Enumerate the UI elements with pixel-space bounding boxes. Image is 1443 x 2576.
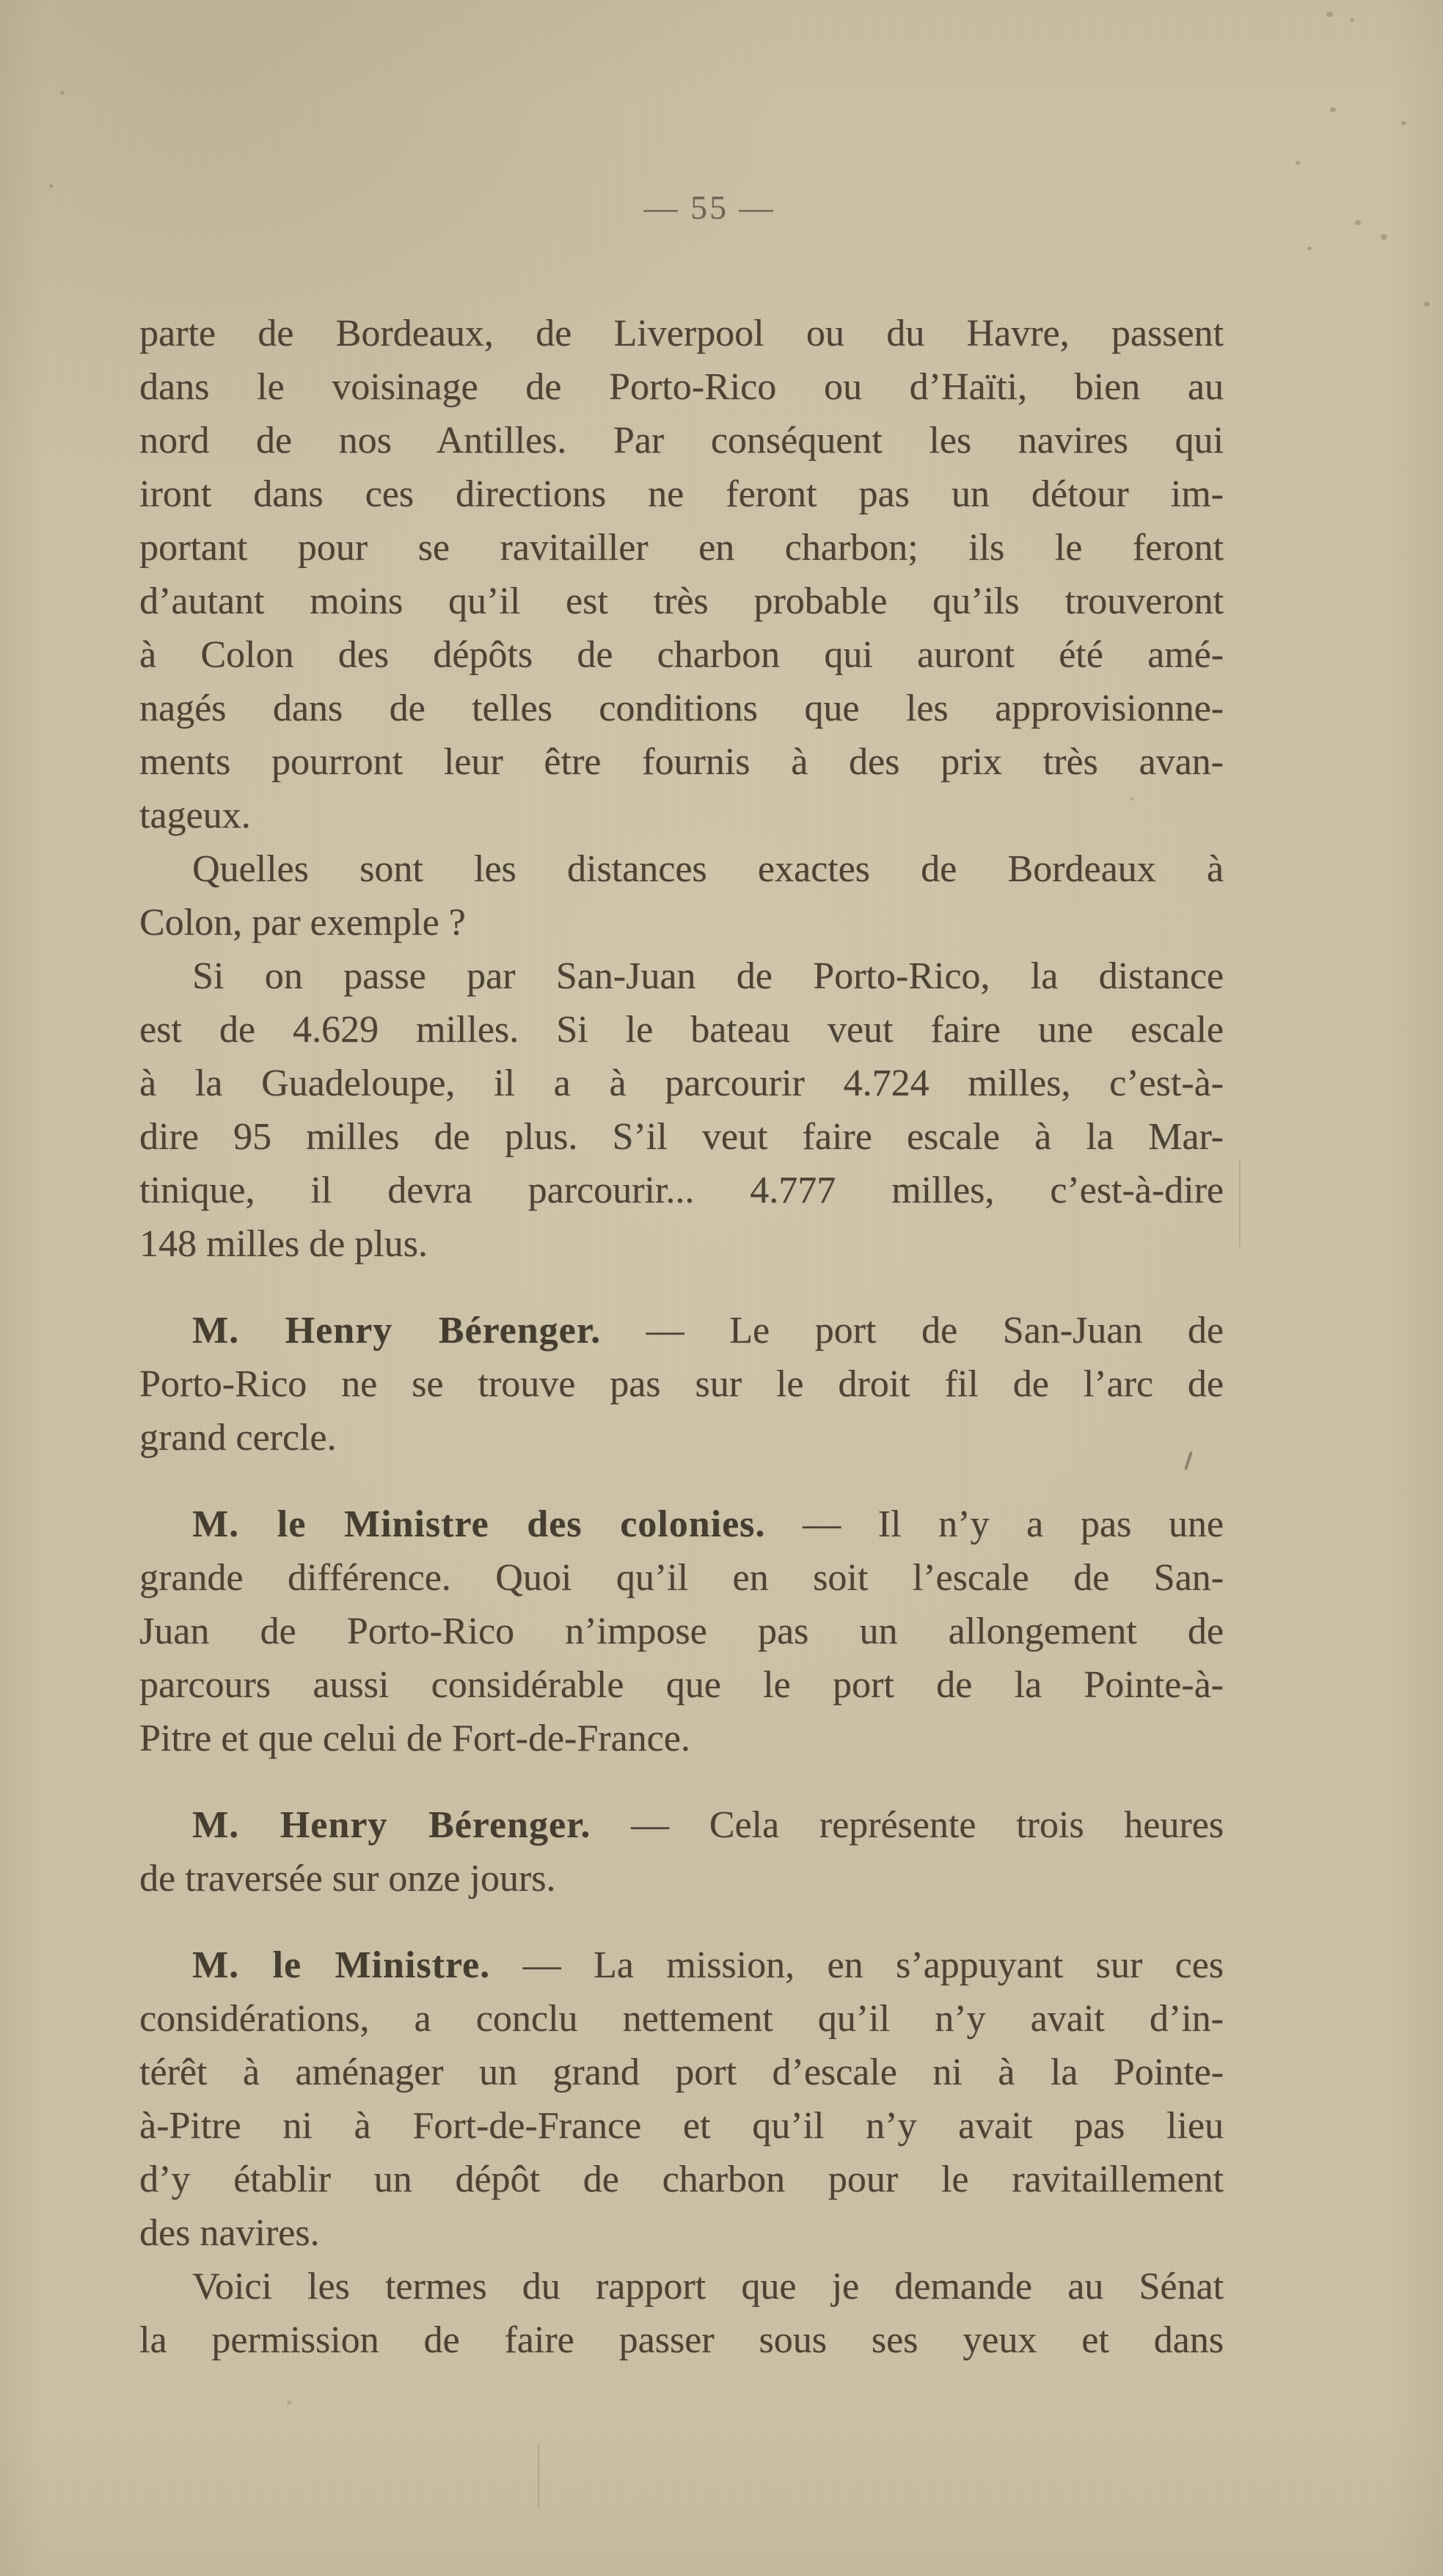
- speaker-name: M. le Ministre des colonies.: [192, 1503, 766, 1545]
- text-line: 148 milles de plus.: [139, 1223, 428, 1265]
- text-block: [139, 307, 1224, 2367]
- text-line: de traversée sur onze jours.: [139, 1858, 556, 1900]
- text-line: à-Pitre ni à Fort-de-France et qu’il n’y avait pas lieu: [139, 2105, 1224, 2147]
- text-line: ments pourront leur être fournis à des prix très avan-: [139, 741, 1224, 783]
- text-line: Si on passe par San-Juan de Porto-Rico, la distance: [192, 955, 1224, 997]
- text-line: M. le Ministre des colonies. — Il n’y a pas une: [192, 1503, 1224, 1545]
- paper-stain: [1307, 247, 1312, 250]
- text-line: tinique, il devra parcourir... 4.777 milles, c’est-à-dire: [139, 1170, 1224, 1211]
- text-line: Voici les termes du rapport que je demande au Sénat: [192, 2266, 1224, 2307]
- paragraph: [139, 307, 1224, 842]
- paper-fiber: [1239, 1159, 1241, 1247]
- text-line: Quelles sont les distances exactes de Bordeaux à: [192, 848, 1224, 890]
- text-line: dire 95 milles de plus. S’il veut faire escale à la Mar-: [139, 1116, 1224, 1158]
- text-line: Colon, par exemple ?: [139, 902, 466, 944]
- page-number: — 55 —: [643, 189, 775, 226]
- text-line: parte de Bordeaux, de Liverpool ou du Havre, passent: [139, 313, 1224, 354]
- text-line: M. Henry Bérenger. — Cela représente trois heures: [192, 1804, 1224, 1846]
- text-line: nord de nos Antilles. Par conséquent les navires qui: [139, 420, 1224, 461]
- text-line: la permission de faire passer sous ses yeux et dans: [139, 2319, 1224, 2361]
- text-line: parcours aussi considérable que le port de la Pointe-à-: [139, 1664, 1224, 1706]
- paragraph: [139, 2260, 1224, 2367]
- paper-fiber: [538, 2443, 539, 2509]
- paper-stain: [1381, 234, 1387, 240]
- text-line: grande différence. Quoi qu’il en soit l’escale de San-: [139, 1557, 1224, 1599]
- text-line: grand cercle.: [139, 1417, 337, 1459]
- paper-stain: [1130, 797, 1134, 800]
- paper-stain: [287, 2401, 292, 2405]
- paper-stain: [49, 184, 53, 188]
- paper-stain: [1326, 12, 1333, 17]
- text-line: portant pour se ravitailler en charbon; ils le feront: [139, 527, 1224, 569]
- paper-stain: [1355, 220, 1361, 225]
- dialogue-paragraph: [139, 1938, 1224, 2260]
- paper-stain: [1296, 161, 1300, 165]
- text-line: considérations, a conclu nettement qu’il n’y avait d’in-: [139, 1998, 1224, 2040]
- paper-stain: [1330, 107, 1336, 112]
- text-line: d’autant moins qu’il est très probable qu’ils trouveront: [139, 580, 1224, 622]
- text-line: iront dans ces directions ne feront pas un détour im-: [139, 473, 1224, 515]
- text-line: térêt à aménager un grand port d’escale ni à la Pointe-: [139, 2051, 1224, 2093]
- text-line: Juan de Porto-Rico n’impose pas un allongement de: [139, 1610, 1224, 1652]
- text-line: M. le Ministre. — La mission, en s’appuyant sur ces: [192, 1944, 1224, 1986]
- text-line: tageux.: [139, 795, 251, 836]
- dialogue-paragraph: [139, 1798, 1224, 1905]
- paragraph: [139, 949, 1224, 1271]
- text-line: Porto-Rico ne se trouve pas sur le droit fil de l’arc de: [139, 1363, 1224, 1405]
- paper-stain: [60, 91, 65, 95]
- text-line: à la Guadeloupe, il a à parcourir 4.724 milles, c’est-à-: [139, 1062, 1224, 1104]
- dialogue-paragraph: [139, 1497, 1224, 1765]
- text-line: M. Henry Bérenger. — Le port de San-Juan de: [192, 1310, 1224, 1351]
- speaker-name: M. Henry Bérenger.: [192, 1804, 591, 1846]
- paper-stain: [1424, 302, 1430, 307]
- text-line: à Colon des dépôts de charbon qui auront été amé-: [139, 634, 1224, 676]
- text-line: dans le voisinage de Porto-Rico ou d’Haïti, bien au: [139, 366, 1224, 408]
- paper-stain: [1350, 18, 1354, 22]
- dialogue-paragraph: [139, 1304, 1224, 1464]
- speaker-name: M. le Ministre.: [192, 1944, 491, 1986]
- paragraph: [139, 842, 1224, 949]
- paper-stain: [1401, 121, 1406, 125]
- text-line: d’y établir un dépôt de charbon pour le ravitaillement: [139, 2159, 1224, 2200]
- text-line: des navires.: [139, 2212, 320, 2254]
- speaker-name: M. Henry Bérenger.: [192, 1310, 602, 1351]
- text-line: nagés dans de telles conditions que les approvisionne-: [139, 687, 1224, 729]
- text-line: est de 4.629 milles. Si le bateau veut faire une escale: [139, 1009, 1224, 1051]
- text-line: Pitre et que celui de Fort-de-France.: [139, 1718, 690, 1759]
